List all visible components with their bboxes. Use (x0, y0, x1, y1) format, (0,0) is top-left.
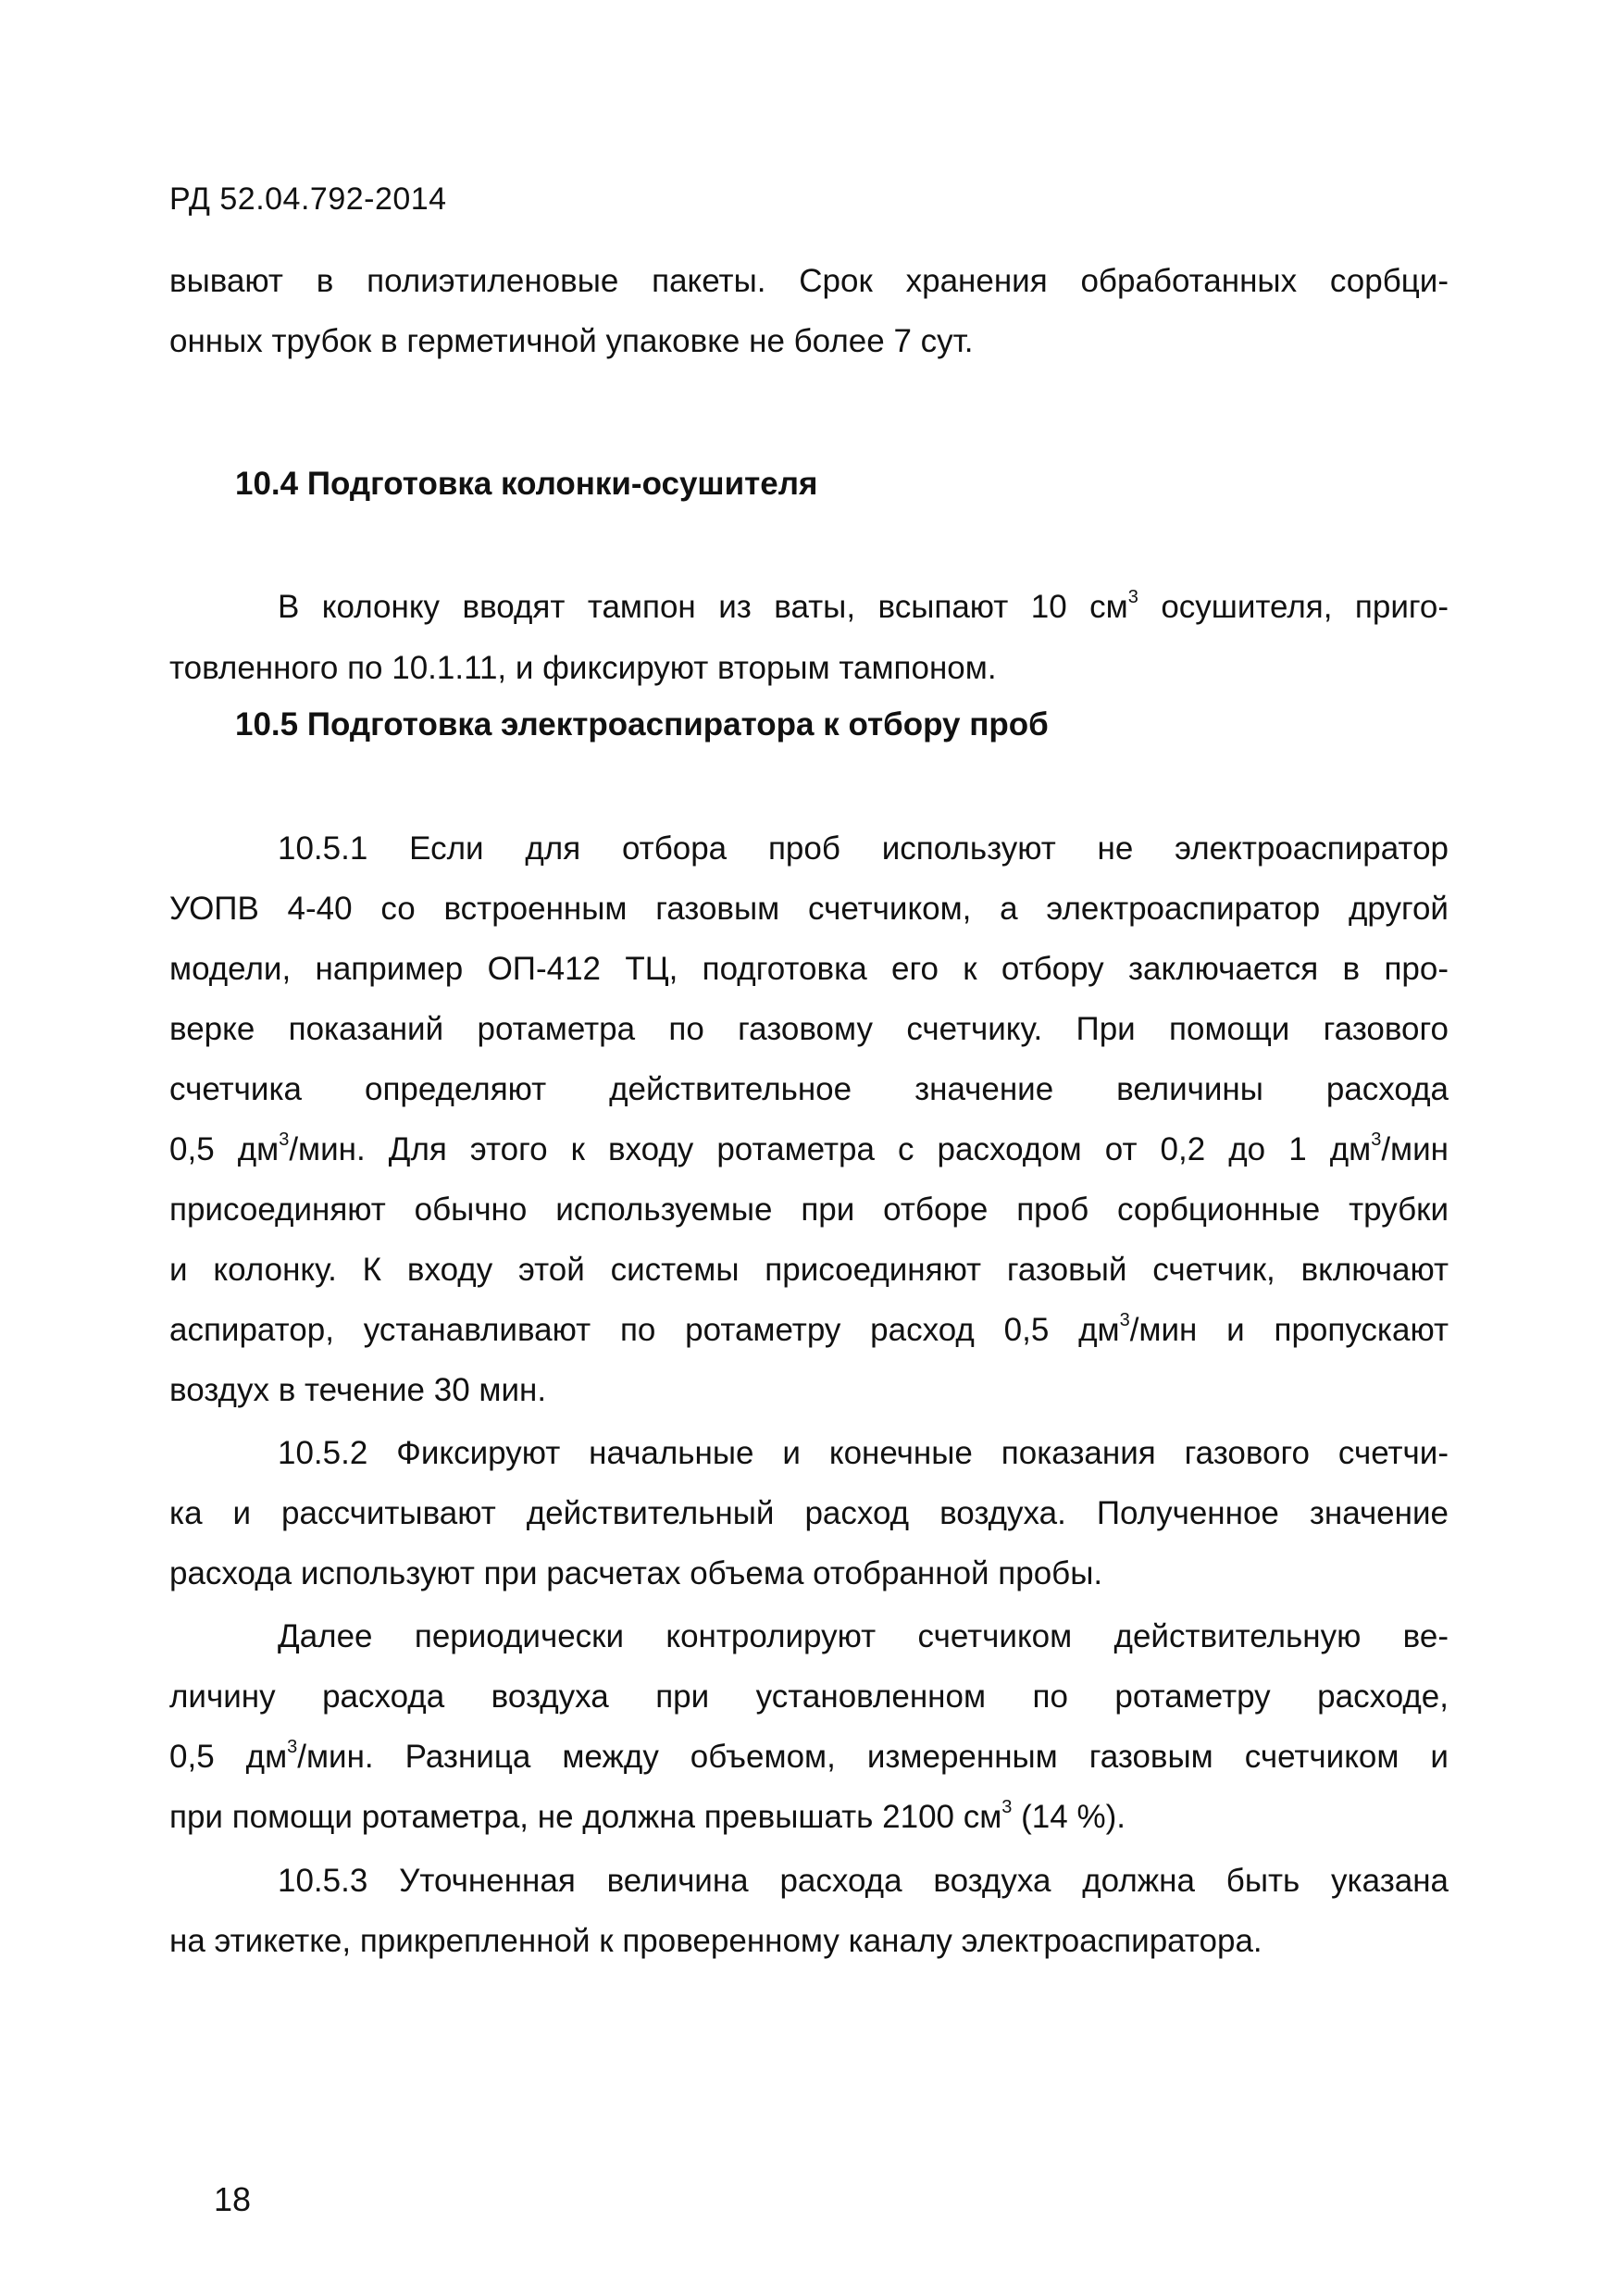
paragraph-10-5-1-line: и колонку. К входу этой системы присоединяют газовый счетчик, включают (169, 1252, 1449, 1288)
text-run: осушителя, приго- (1138, 589, 1449, 625)
superscript: 3 (1371, 1129, 1382, 1151)
paragraph-10-5-1-line: 10.5.1 Если для отбора проб используют не электроаспиратор (278, 830, 1449, 867)
paragraph-10-5-3-line: на этикетке, прикрепленной к проверенному каналу электроаспиратора. (169, 1923, 1263, 1959)
paragraph-10-5-1-line: присоединяют обычно используемые при отборе проб сорбционные трубки (169, 1192, 1449, 1228)
text-run: аспиратор, устанавливают по ротаметру расход 0,5 дм (169, 1312, 1120, 1348)
document-code: РД 52.04.792-2014 (169, 181, 447, 217)
paragraph-10-5-1-line: модели, например ОП-412 ТЦ, подготовка его к отбору заключается в про- (169, 951, 1449, 987)
continuation-line-1: вывают в полиэтиленовые пакеты. Срок хранения обработанных сорбци- (169, 263, 1449, 299)
paragraph-10-5-1-line: счетчика определяют действительное значение величины расхода (169, 1071, 1449, 1107)
superscript: 3 (1001, 1797, 1013, 1818)
paragraph-control-line (169, 1797, 1449, 1838)
paragraph-10-5-2-line: расхода используют при расчетах объема отобранной пробы. (169, 1555, 1103, 1591)
section-10-4-line-1 (278, 587, 1449, 628)
text-run: 0,5 дм (169, 1131, 280, 1167)
text-run: /мин и пропускают (1129, 1312, 1449, 1348)
paragraph-control-line: личину расхода воздуха при установленном по ротаметру расходе, (169, 1678, 1449, 1715)
text-run: В колонку вводят тампон из ваты, всыпают 10 см (278, 589, 1128, 625)
paragraph-10-5-1-line (169, 1129, 1449, 1170)
text-run: /мин (1381, 1131, 1449, 1167)
paragraph-10-5-1-line: УОПВ 4-40 со встроенным газовым счетчиком, а электроаспиратор другой (169, 891, 1449, 927)
paragraph-control-line (169, 1737, 1449, 1778)
section-10-4-line-2: товленного по 10.1.11, и фиксируют вторым тампоном. (169, 650, 997, 686)
text-run: при помощи ротаметра, не должна превышать 2100 см (169, 1799, 1002, 1835)
paragraph-10-5-2-line: 10.5.2 Фиксируют начальные и конечные показания газового счетчи- (278, 1435, 1449, 1471)
text-run: /мин. Разница между объемом, измеренным газовым счетчиком и (297, 1739, 1449, 1775)
paragraph-10-5-1-line: верке показаний ротаметра по газовому счетчику. При помощи газового (169, 1011, 1449, 1047)
page-number: 18 (214, 2180, 252, 2218)
paragraph-10-5-2-line: ка и рассчитывают действительный расход воздуха. Полученное значение (169, 1495, 1449, 1531)
superscript: 3 (1127, 587, 1138, 608)
section-10-5-heading: 10.5 Подготовка электроаспиратора к отбору проб (235, 706, 1049, 742)
text-run: (14 %). (1012, 1799, 1126, 1835)
text-run: /мин. Для этого к входу ротаметра с расходом от 0,2 до 1 дм (289, 1131, 1372, 1167)
section-10-4-heading: 10.4 Подготовка колонки-осушителя (235, 466, 818, 502)
superscript: 3 (1119, 1310, 1130, 1331)
paragraph-10-5-1-line: воздух в течение 30 мин. (169, 1372, 547, 1408)
paragraph-10-5-3-line: 10.5.3 Уточненная величина расхода воздуха должна быть указана (278, 1863, 1449, 1899)
superscript: 3 (279, 1129, 290, 1151)
paragraph-control-line: Далее периодически контролируют счетчиком действительную ве- (278, 1618, 1449, 1654)
paragraph-10-5-1-line (169, 1310, 1449, 1351)
continuation-line-2: онных трубок в герметичной упаковке не более 7 сут. (169, 323, 974, 359)
superscript: 3 (287, 1737, 298, 1758)
text-run: 0,5 дм (169, 1739, 288, 1775)
